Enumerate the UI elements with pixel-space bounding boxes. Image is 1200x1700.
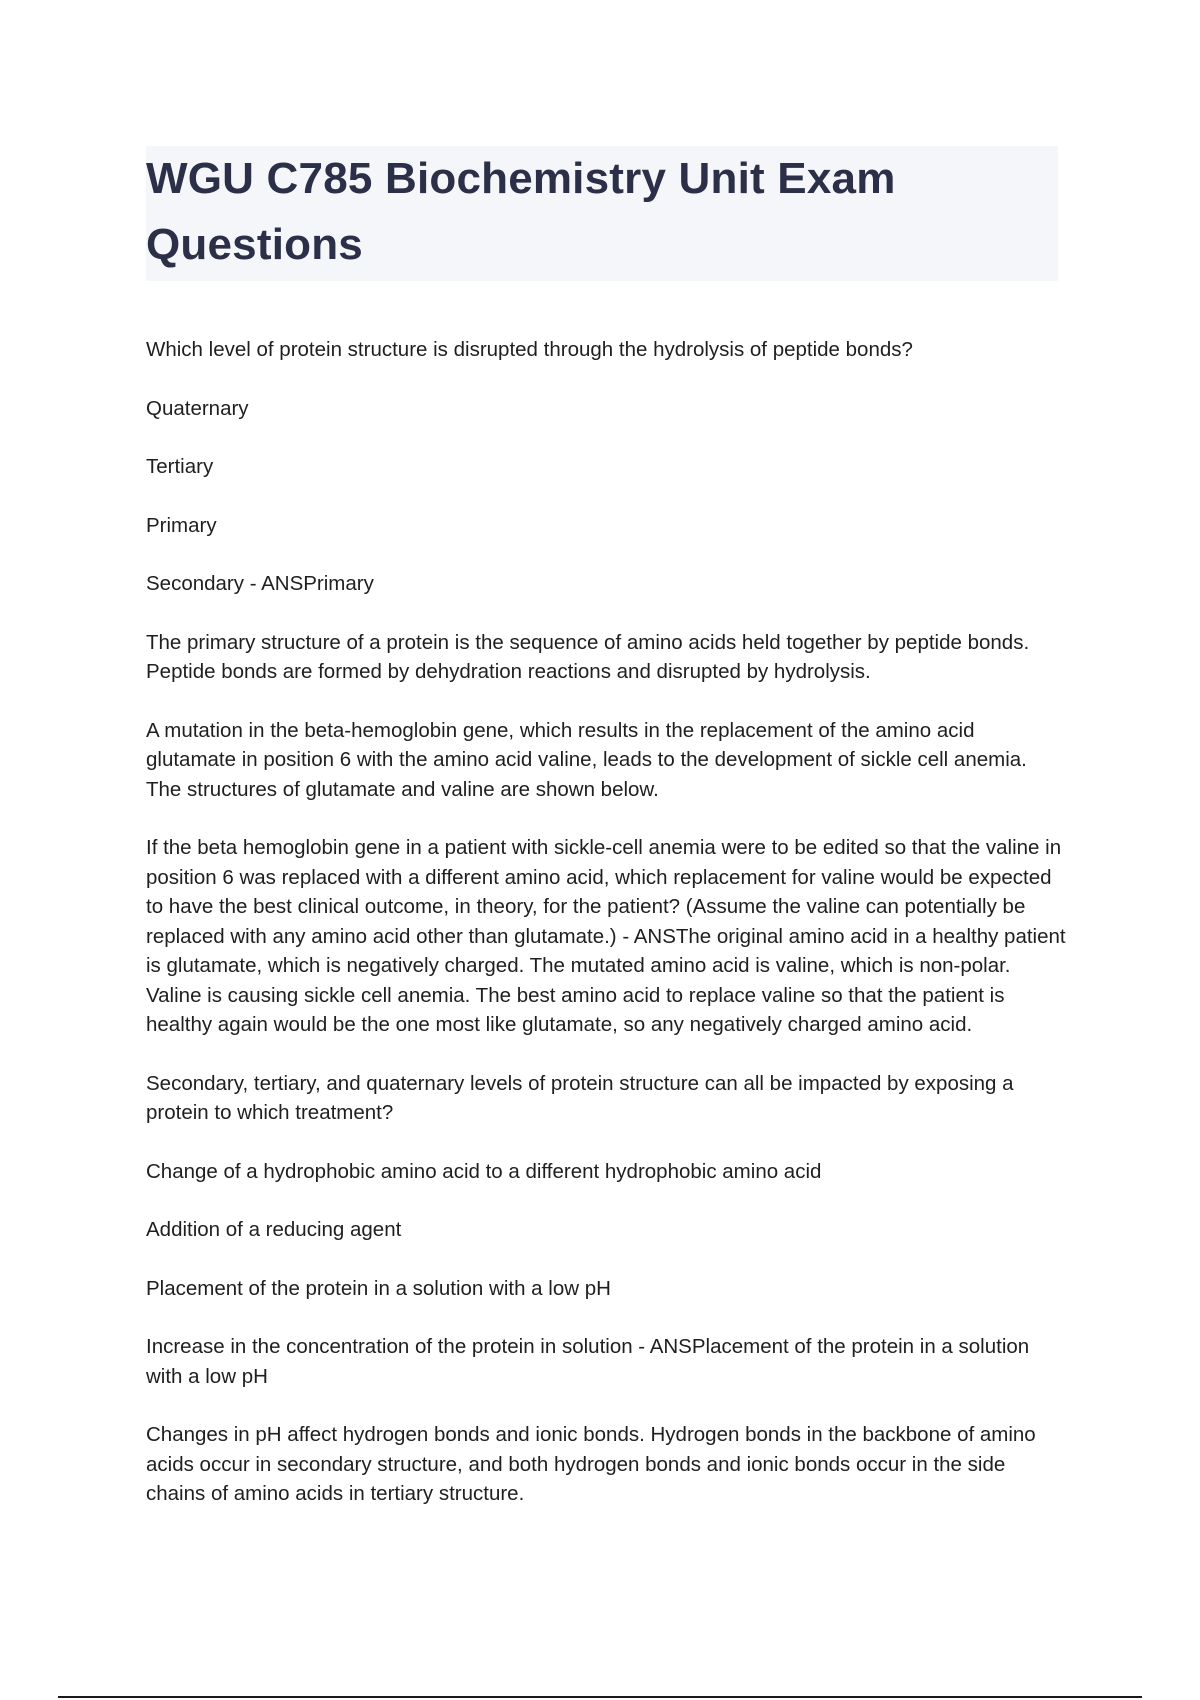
document-body <box>146 335 1066 1538</box>
question-1-option-b: Tertiary <box>146 455 214 478</box>
question-3-option-d-answer: Increase in the concentration of the protein in solution - ANSPlacement of the protein in a solution with a low pH <box>146 1335 1030 1388</box>
question-1-text: Which level of protein structure is disrupted through the hydrolysis of peptide bonds? <box>146 338 913 361</box>
question-3-option-a: Change of a hydrophobic amino acid to a different hydrophobic amino acid <box>146 1159 822 1183</box>
question-3-explanation: Changes in pH affect hydrogen bonds and ionic bonds. Hydrogen bonds in the backbone of amino acids occur in secondary structure, and both hydrogen bonds and ionic bonds occur in the side chains of amino acids in tertiary structure. <box>146 1423 1036 1505</box>
question-2-text-answer: If the beta hemoglobin gene in a patient with sickle-cell anemia were to be edited so that the valine in position 6 was replaced with a different amino acid, which replacement for valine would be expected to have the best clinical outcome, in theory, for the patient? (Assume the valine can potentially be replaced with any amino acid other than glutamate.) - ANSThe original amino acid in a healthy patient is glutamate, which is negatively charged. The mutated amino acid is valine, which is non-polar. Valine is causing sickle cell anemia. The best amino acid to replace valine so that the patient is healthy again would be the one most like glutamate, so any negatively charged amino acid. <box>146 836 1066 1036</box>
question-1-option-d-answer: Secondary - ANSPrimary <box>146 572 374 595</box>
question-1-option-a: Quaternary <box>146 396 249 420</box>
question-3-option-c: Placement of the protein in a solution with a low pH <box>146 1276 611 1300</box>
question-1-explanation: The primary structure of a protein is the sequence of amino acids held together by peptide bonds. Peptide bonds are formed by dehydration reactions and disrupted by hydrolysis. <box>146 630 1030 683</box>
question-2-context: A mutation in the beta-hemoglobin gene, which results in the replacement of the amino acid glutamate in position 6 with the amino acid valine, leads to the development of sickle cell anemia. The structures of glutamate and valine are shown below. <box>146 718 1027 801</box>
footer-divider <box>58 1696 1142 1698</box>
title-banner <box>146 146 1058 281</box>
page-title: WGU C785 Biochemistry Unit Exam Questions <box>146 154 896 269</box>
question-3-option-b: Addition of a reducing agent <box>146 1218 402 1241</box>
question-1-option-c: Primary <box>146 513 217 537</box>
question-3-text: Secondary, tertiary, and quaternary levels of protein structure can all be impacted by exposing a protein to which treatment? <box>146 1071 1014 1124</box>
